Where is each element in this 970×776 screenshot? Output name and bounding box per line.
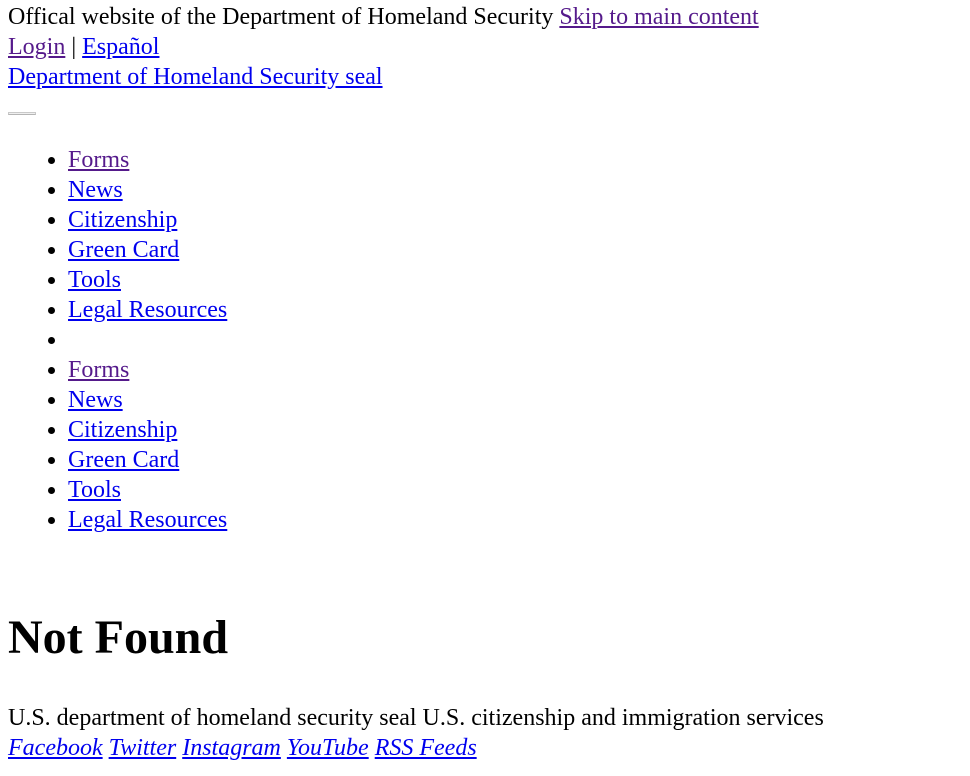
facebook-link[interactable]: Facebook [8,735,103,761]
nav-link-green-card[interactable]: Green Card [68,237,180,263]
nav-item-forms-secondary [68,355,962,385]
nav-item-news [68,175,962,205]
nav-link-news-secondary[interactable]: News [68,387,123,413]
nav-item-green-card-secondary [68,445,962,475]
nav-item-green-card [68,235,962,265]
login-link[interactable]: Login [8,34,66,60]
rss-feeds-link[interactable]: RSS Feeds [374,735,477,761]
youtube-link[interactable]: YouTube [286,735,369,761]
nav-item-legal-resources-secondary [68,505,962,535]
nav-item-citizenship [68,205,962,235]
nav-item-tools-secondary [68,475,962,505]
espanol-link[interactable]: Español [82,34,160,60]
menu-toggle-button[interactable] [8,112,36,115]
twitter-link[interactable]: Twitter [108,735,177,761]
utility-nav [8,32,962,62]
nav-item-forms [68,145,962,175]
nav-link-news[interactable]: News [68,177,123,203]
nav-link-green-card-secondary[interactable]: Green Card [68,447,180,473]
nav-link-forms-secondary[interactable]: Forms [68,357,130,383]
nav-link-citizenship[interactable]: Citizenship [68,207,178,233]
nav-item-tools [68,265,962,295]
nav-item-empty [68,325,962,355]
nav-link-forms[interactable]: Forms [68,147,130,173]
official-website-text: Offical website of the Department of Homeland Security [8,4,554,30]
primary-nav [8,145,962,535]
official-banner [8,2,962,32]
instagram-link[interactable]: Instagram [182,735,281,761]
nav-link-tools-secondary[interactable]: Tools [68,477,121,503]
seal-row [8,62,962,92]
nav-item-citizenship-secondary [68,415,962,445]
nav-link-legal-resources-secondary[interactable]: Legal Resources [68,507,228,533]
nav-item-legal-resources [68,295,962,325]
nav-item-news-secondary [68,385,962,415]
nav-link-tools[interactable]: Tools [68,267,121,293]
footer-description: U.S. department of homeland security seal U.S. citizenship and immigration services [8,705,824,731]
page-title: Not Found [8,611,229,664]
skip-to-main-link[interactable]: Skip to main content [559,4,759,30]
utility-separator: | [71,34,77,60]
dhs-seal-link[interactable]: Department of Homeland Security seal [8,64,383,90]
nav-link-citizenship-secondary[interactable]: Citizenship [68,417,178,443]
nav-link-legal-resources[interactable]: Legal Resources [68,297,228,323]
social-links [8,733,962,763]
